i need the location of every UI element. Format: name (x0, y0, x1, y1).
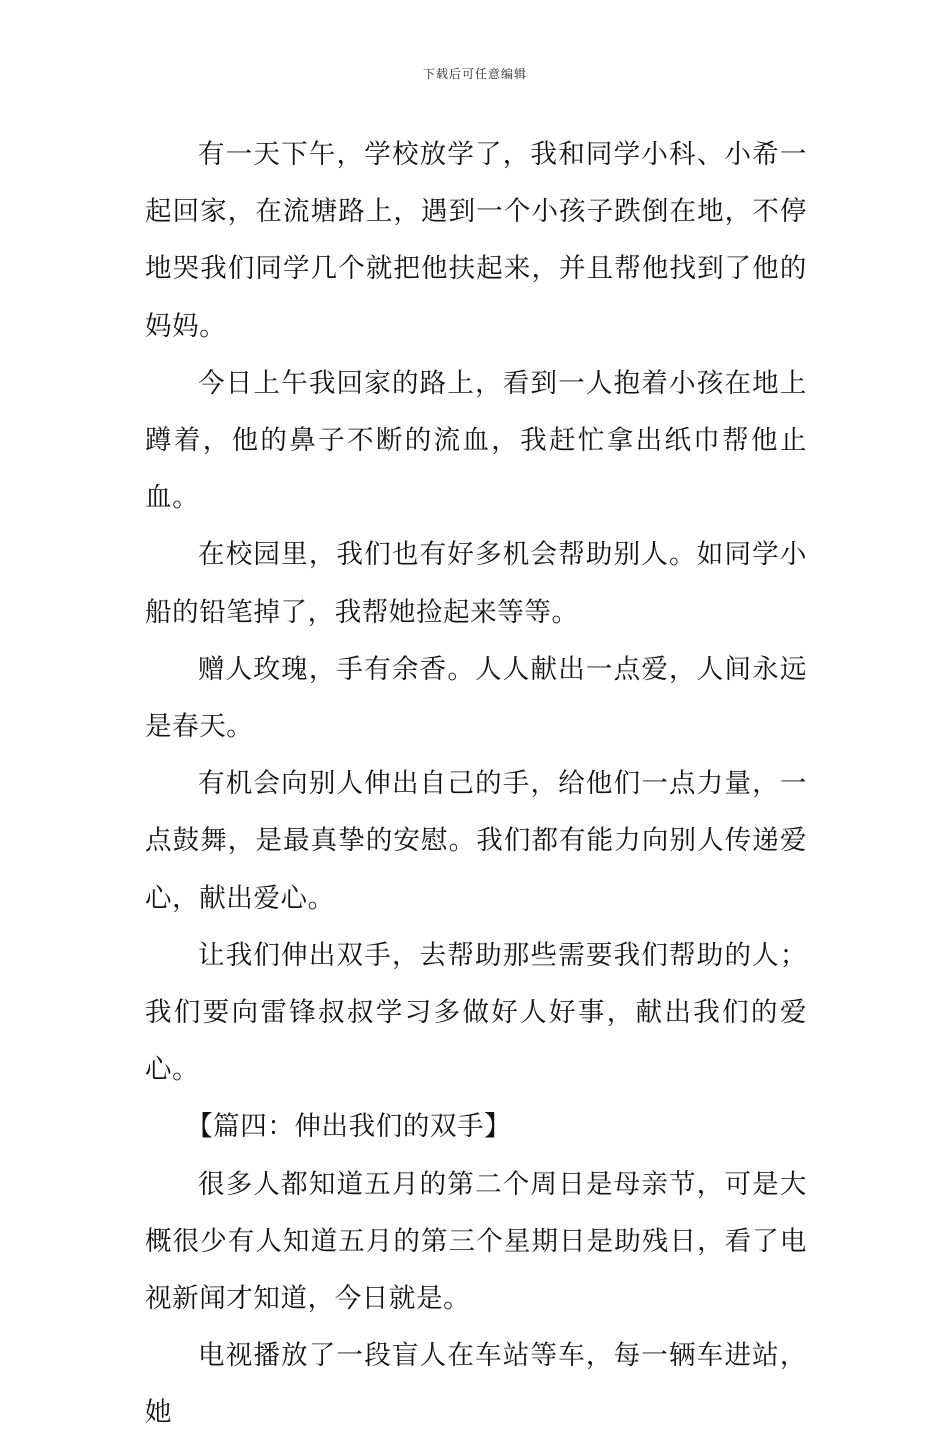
paragraph-3: 在校园里，我们也有好多机会帮助别人。如同学小船的铅笔掉了，我帮她捡起来等等。 (145, 539, 807, 628)
paragraph-6: 让我们伸出双手，去帮助那些需要我们帮助的人；我们要向雷锋叔叔学习多做好人好事，献出我们的爱心。 (145, 939, 807, 1086)
paragraph-8: 电视播放了一段盲人在车站等车，每一辆车进站，她 (145, 1340, 807, 1429)
paragraph-7: 很多人都知道五月的第二个周日是母亲节，可是大概很少有人知道五月的第三个星期日是助残日，看了电视新闻才知道，今日就是。 (145, 1168, 807, 1315)
paragraph-2: 今日上午我回家的路上，看到一人抱着小孩在地上蹲着，他的鼻子不断的流血，我赶忙拿出纸巾帮他止血。 (145, 367, 807, 514)
page-header: 下载后可任意编辑 (422, 67, 527, 81)
paragraph-4: 赠人玫瑰，手有余香。人人献出一点爱，人间永远是春天。 (145, 653, 807, 743)
section-heading: 【篇四：伸出我们的双手】 (186, 1111, 512, 1143)
document-body (145, 126, 807, 1442)
paragraph-5: 有机会向别人伸出自己的手，给他们一点力量，一点鼓舞，是最真挚的安慰。我们都有能力向别人传递爱心，献出爱心。 (145, 768, 807, 914)
paragraph-1: 有一天下午，学校放学了，我和同学小科、小希一起回家，在流塘路上，遇到一个小孩子跌倒在地，不停地哭我们同学几个就把他扶起来，并且帮他找到了他的妈妈。 (145, 139, 807, 342)
